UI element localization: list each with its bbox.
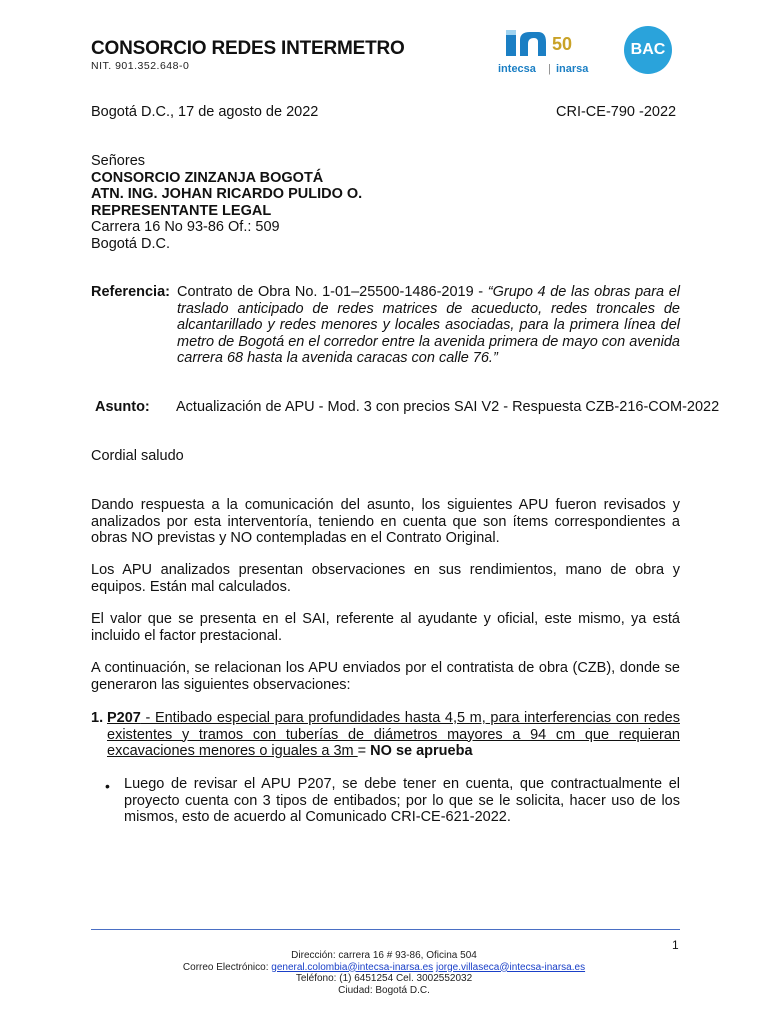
svg-text:|: |	[548, 63, 551, 75]
footer-contact	[0, 950, 768, 996]
footer-phone: Teléfono: (1) 6451254 Cel. 3002552032	[295, 973, 473, 984]
company-nit: NIT. 901.352.648-0	[91, 60, 190, 72]
list-item-number: 1.	[91, 710, 104, 726]
bullet-observation: Luego de revisar el APU P207, se debe tener en cuenta, que contractualmente el proyecto cuenta con 3 tipos de entibados; por lo que se le solicita, hacer uso de los mismos, esto de acuerdo al Comunicado CRI-CE-621-2022.	[124, 776, 680, 825]
footer-email-label: Correo Electrónico:	[182, 961, 272, 973]
recipient-address: Carrera 16 No 93-86 Of.: 509	[91, 219, 280, 235]
list-item-apu-p207	[107, 710, 680, 760]
date-line: Bogotá D.C., 17 de agosto de 2022	[91, 104, 319, 120]
footer-divider	[91, 929, 680, 930]
apu-description: - Entibado especial para profundidades hasta 4,5 m, para interferencias con redes existentes y tramos con tuberías de diámetros mayores a 94 cm que requieran excavaciones menores o iguales a 3m	[107, 710, 680, 759]
recipient-org: CONSORCIO ZINZANJA BOGOTÁ	[91, 169, 324, 186]
body-paragraph-3: El valor que se presenta en el SAI, referente al ayudante y oficial, este mismo, ya está incluido el factor prestacional.	[91, 611, 680, 644]
recipient-attn: ATN. ING. JOHAN RICARDO PULIDO O.	[91, 186, 363, 202]
body-paragraph-1: Dando respuesta a la comunicación del asunto, los siguientes APU fueron revisados y analizados por esta interventoría, teniendo en cuenta que son ítems correspondientes a obras NO previstas y NO contempladas en el Contrato Original.	[91, 497, 680, 546]
recipient-city: Bogotá D.C.	[91, 235, 170, 252]
reference-code: CRI-CE-790 -2022	[556, 104, 677, 120]
intecsa-inarsa-logo	[494, 28, 606, 76]
bac-logo-text: BAC	[630, 41, 666, 58]
body-paragraph-4: A continuación, se relacionan los APU enviados por el contratista de obra (CZB), donde se generaron las siguientes observaciones:	[91, 660, 680, 693]
subject-text: Actualización de APU - Mod. 3 con precios SAI V2 - Respuesta CZB-216-COM-2022	[176, 399, 720, 415]
company-name: CONSORCIO REDES INTERMETRO	[91, 38, 405, 59]
footer-city: Ciudad: Bogotá D.C.	[338, 984, 430, 996]
recipient-salutation: Señores	[91, 153, 146, 169]
reference-label: Referencia:	[91, 284, 170, 300]
recipient-block	[91, 153, 362, 252]
greeting: Cordial saludo	[91, 448, 184, 464]
footer-email-line	[0, 962, 768, 974]
page-number: 1	[672, 938, 679, 952]
subject-label: Asunto:	[95, 399, 150, 415]
bac-logo	[624, 26, 672, 74]
email-link-general[interactable]: general.colombia@intecsa-inarsa.es	[271, 961, 434, 973]
reference-contract-description: “Grupo 4 de las obras para el traslado anticipado de redes matrices de acueducto, redes troncales de alcantarillado y redes menores y locales asociadas, para la primera línea del metro de Bogotá en el corredor entre la avenida primera de mayo con avenida carrera 68 hasta la avenida caracas con calle 76.”	[177, 284, 681, 366]
logo-intecsa-text: intecsa	[498, 63, 536, 75]
footer-address: Dirección: carrera 16 # 93-86, Oficina 504	[291, 950, 477, 961]
reference-text	[177, 284, 680, 367]
body-paragraph-2: Los APU analizados presentan observaciones en sus rendimientos, mano de obra y equipos. Están mal calculados.	[91, 562, 680, 595]
logo-years: 50	[552, 34, 573, 54]
email-link-villaseca[interactable]: jorge.villaseca@intecsa-inarsa.es	[435, 961, 586, 973]
logo-inarsa-text: inarsa	[556, 63, 589, 75]
recipient-role: REPRESENTANTE LEGAL	[91, 202, 272, 219]
apu-equals: =	[357, 743, 371, 759]
apu-verdict: NO se aprueba	[370, 743, 473, 759]
bullet-icon: •	[105, 778, 110, 794]
reference-prefix: Contrato de Obra No. 1-01–25500-1486-2019 -	[177, 284, 488, 300]
apu-code: P207	[107, 710, 141, 726]
